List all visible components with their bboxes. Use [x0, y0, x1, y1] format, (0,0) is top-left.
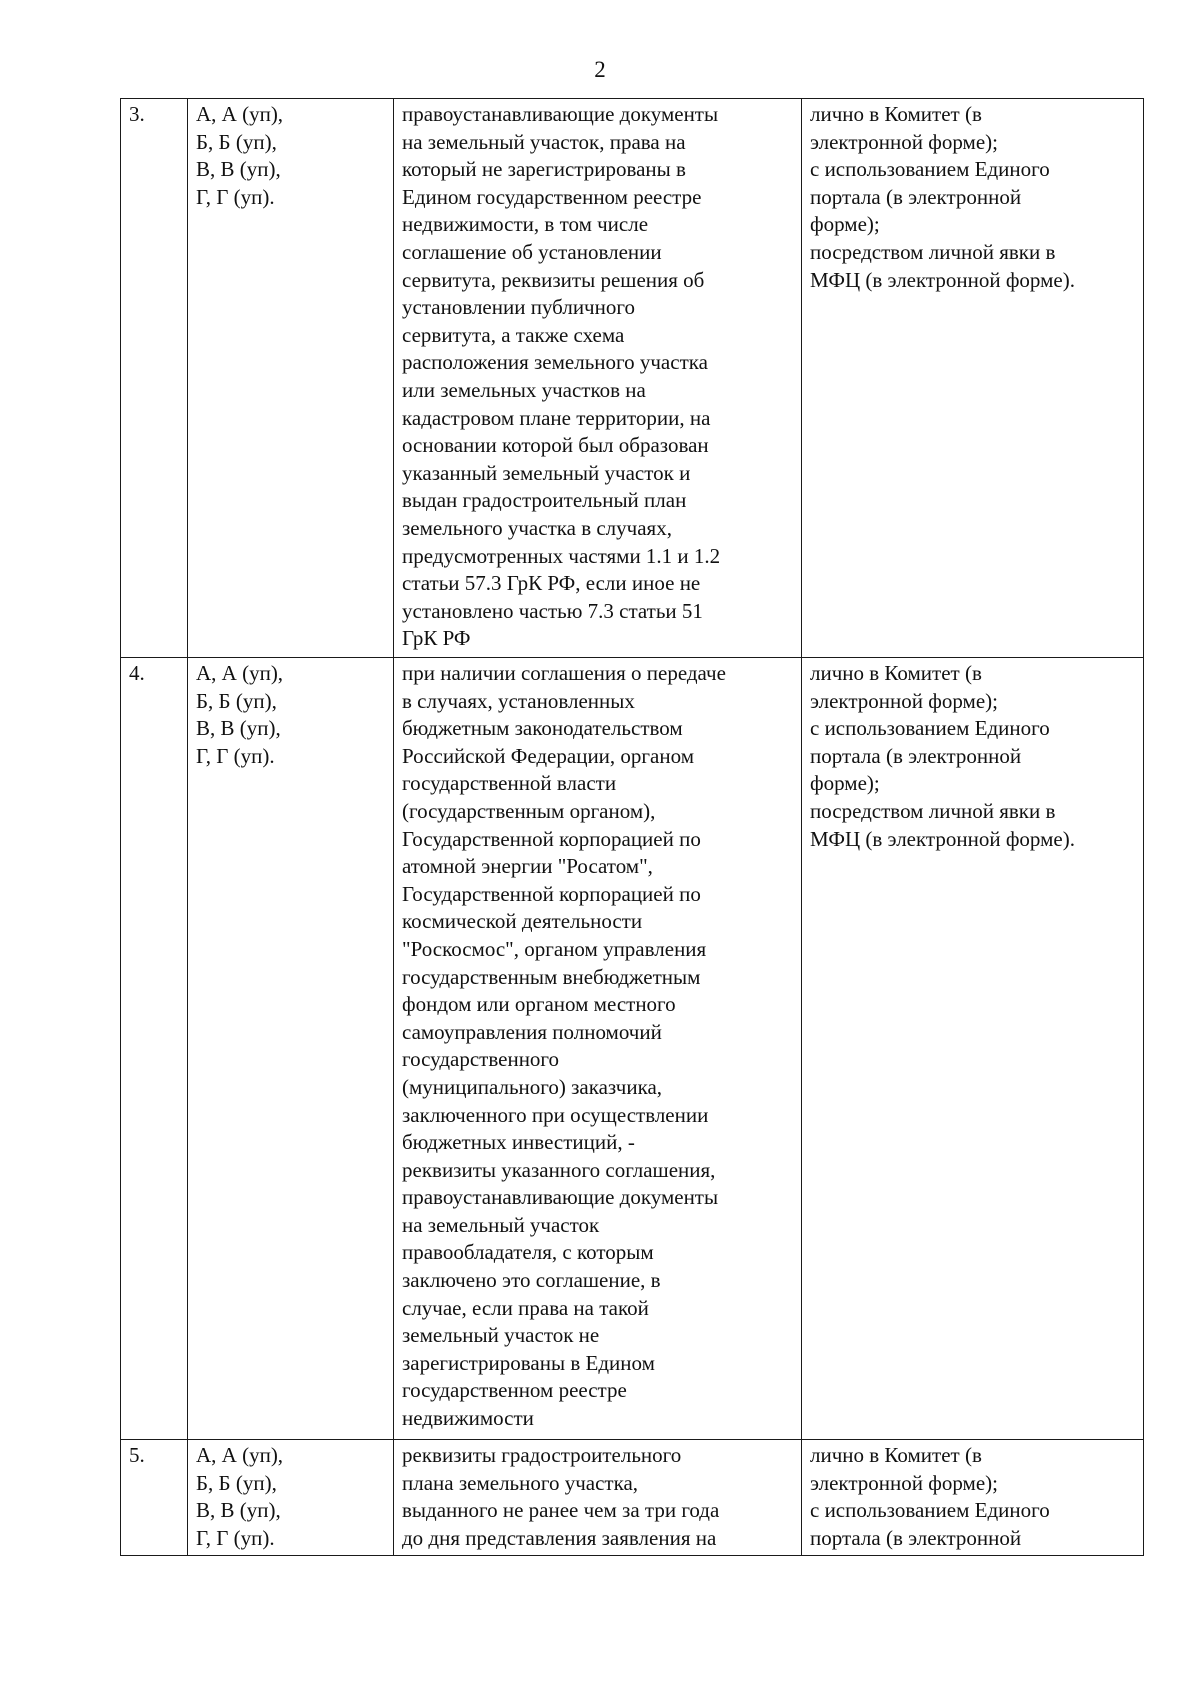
documents-table: [120, 98, 1144, 1556]
document-description: правоустанавливающие документы на земельный участок, права на который не зарегистрированы в Едином государственном реестре недвижимости, в том числе соглашение об установлении сервитута, реквизиты решения об установлении публичного сервитута, а также схема расположения земельного участка или земельных участков на кадастровом плане территории, на основании которой был образован указанный земельный участок и выдан градостроительный план земельного участка в случаях, предусмотренных частями 1.1 и 1.2 статьи 57.3 ГрК РФ, если иное не установлено частью 7.3 статьи 51 ГрК РФ: [394, 99, 802, 658]
row-number: 4.: [121, 658, 188, 1440]
applicant-categories: А, А (уп), Б, Б (уп), В, В (уп), Г, Г (уп).: [188, 658, 394, 1440]
table-row: [121, 1440, 1144, 1556]
page-number: 2: [594, 57, 606, 82]
applicant-categories: А, А (уп), Б, Б (уп), В, В (уп), Г, Г (уп).: [188, 99, 394, 658]
row-number: 5.: [121, 1440, 188, 1556]
table-row: [121, 99, 1144, 658]
applicant-categories: А, А (уп), Б, Б (уп), В, В (уп), Г, Г (уп).: [188, 1440, 394, 1556]
document-description: при наличии соглашения о передаче в случаях, установленных бюджетным законодательством Российской Федерации, органом государственной власти (государственным органом), Государственной корпорацией по атомной энергии "Росатом", Государственной корпорацией по космической деятельности "Роскосмос", органом управления государственным внебюджетным фондом или органом местного самоуправления полномочий государственного (муниципального) заказчика, заключенного при осуществлении бюджетных инвестиций, - реквизиты указанного соглашения, правоустанавливающие документы на земельный участок правообладателя, с которым заключено это соглашение, в случае, если права на такой земельный участок не зарегистрированы в Едином государственном реестре недвижимости: [394, 658, 802, 1440]
table-row: [121, 658, 1144, 1440]
row-number: 3.: [121, 99, 188, 658]
submission-methods: лично в Комитет (в электронной форме); с использованием Единого портала (в электронной форме); посредством личной явки в МФЦ (в электронной форме).: [802, 99, 1144, 658]
submission-methods: лично в Комитет (в электронной форме); с использованием Единого портала (в электронной форме); посредством личной явки в МФЦ (в электронной форме).: [802, 658, 1144, 1440]
submission-methods: лично в Комитет (в электронной форме); с использованием Единого портала (в электронной: [802, 1440, 1144, 1556]
document-description: реквизиты градостроительного плана земельного участка, выданного не ранее чем за три года до дня представления заявления на: [394, 1440, 802, 1556]
